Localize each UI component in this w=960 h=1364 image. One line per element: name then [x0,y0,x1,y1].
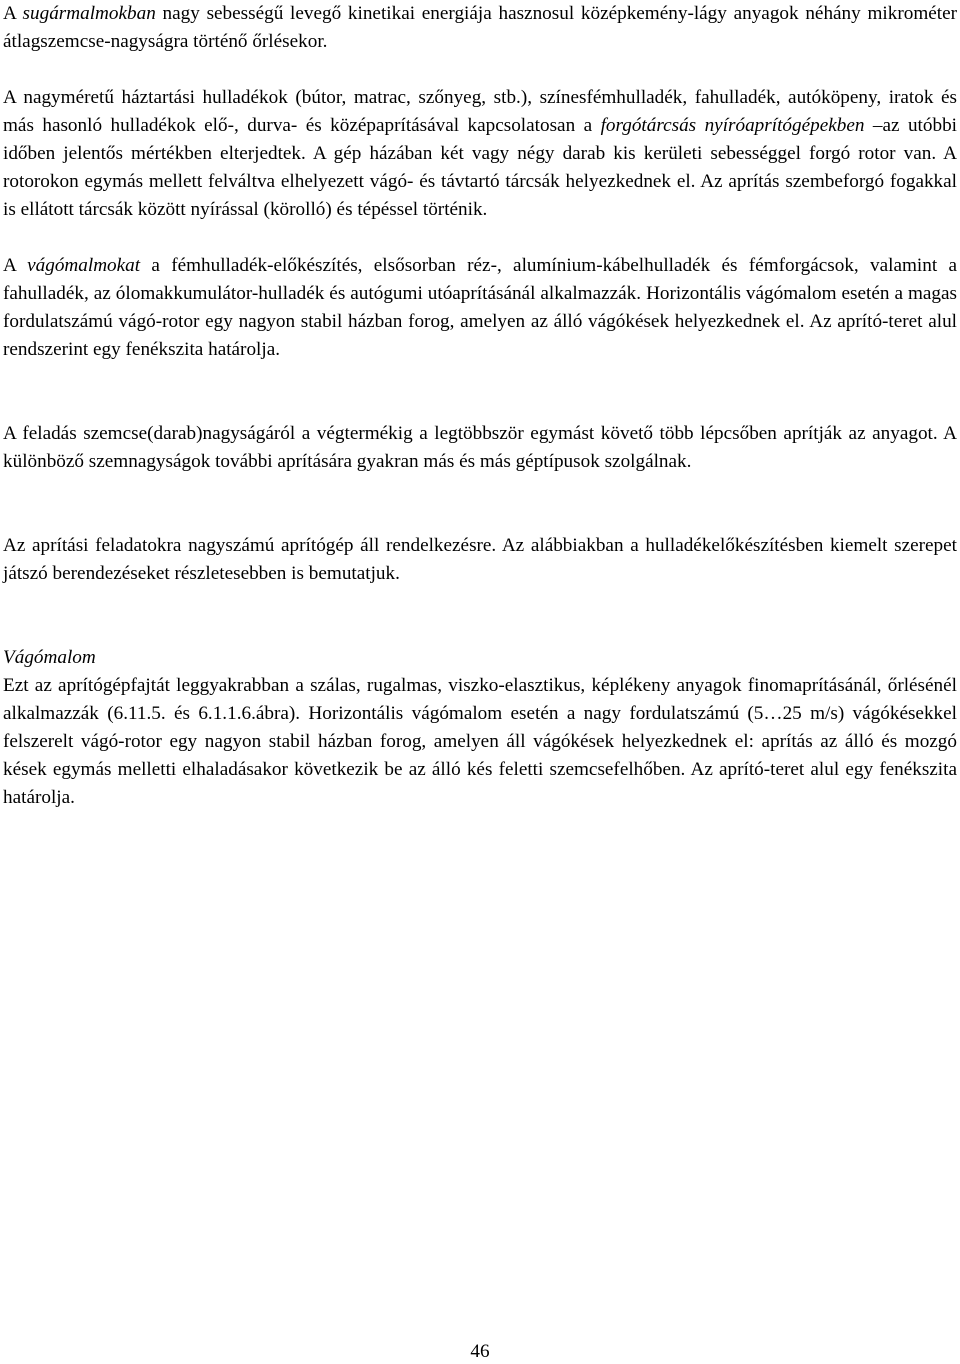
paragraph-text: a fémhulladék-előkészítés, elsősorban réz-, alumínium-kábelhulladék és fémforgácsok, valamint a fahulladék, az ólomakkumulátor-hulladék és autógumi utóaprításánál alkalmazzák. Horizontális vágómalom esetén a magas fordulatszámú vágó-rotor egy nagyon stabil házban forog, amelyen az álló vágókések helyezkednek el. Az aprító-teret alul rendszerint egy fenékszita határolja. [3,255,957,360]
page-number: 46 [470,1341,490,1362]
paragraph-sugarmalom [3,0,957,56]
paragraph-text: nagy sebességű levegő kinetikai energiája hasznosul középkemény-lágy anyagok néhány mikrométer átlagszemcse-nagyságra történő őrlésekor. [3,3,957,52]
paragraph-vagomalmok [3,252,957,364]
paragraph-feladas: A feladás szemcse(darab)nagyságáról a végtermékig a legtöbbször egymást követő több lépcsőben aprítják az anyagot. A különböző szemnagyságok további aprítására gyakran más és más géptípusok szolgálnak. [3,423,957,472]
paragraph-vagomalom: Ezt az aprítógépfajtát leggyakrabban a szálas, rugalmas, viszko-elasztikus, képlékeny anyagok finomaprításánál, őrlésénél alkalmazzák (6.11.5. és 6.1.1.6.ábra). Horizontális vágómalom esetén a nagy fordulatszámú (5…25 m/s) vágókésekkel felszerelt vágó-rotor egy nagyon stabil házban forog, amelyen áll vágókések helyezkednek el: aprítás az álló és mozgó kések egymás melletti elhaladásakor következik be az álló kés feletti szemcsefelhőben. Az aprító-teret alul egy fenékszita határolja. [3,675,957,808]
paragraph-aprito-feladatok: Az aprítási feladatokra nagyszámú aprítógép áll rendelkezésre. Az alábbiakban a hulladékelőkészítésben kiemelt szerepet játszó berendezéseket részletesebben is bemutatjuk. [3,535,957,584]
section-heading: Vágómalom [3,647,96,668]
paragraph-text: A [3,255,28,276]
italic-term: vágómalmokat [27,255,141,276]
italic-term: sugármalmokban [22,3,156,24]
italic-term: forgótárcsás nyíróaprítógépekben [600,115,865,136]
paragraph-text: A [3,3,23,24]
paragraph-text: A nagyméretű háztartási hulladékok (bútor, matrac, szőnyeg, stb.), színesfémhulladék, fahulladék, autóköpeny, iratok és más hasonló hulladékok elő-, durva- és középaprításával kapcsolatosan a [3,87,957,136]
paragraph-text: –az utóbbi időben jelentős mértékben elterjedtek. A gép házában két vagy négy darab kis kerületi sebességgel forgó rotor van. A rotorokon egymás mellett felváltva elhelyezett vágó- és távtartó tárcsák helyezkednek el. Az aprítás szembeforgó fogakkal is ellátott tárcsák között nyírással (körolló) és tépéssel történik. [3,115,957,220]
document-page [3,0,957,812]
paragraph-forgotarcsas [3,84,957,224]
